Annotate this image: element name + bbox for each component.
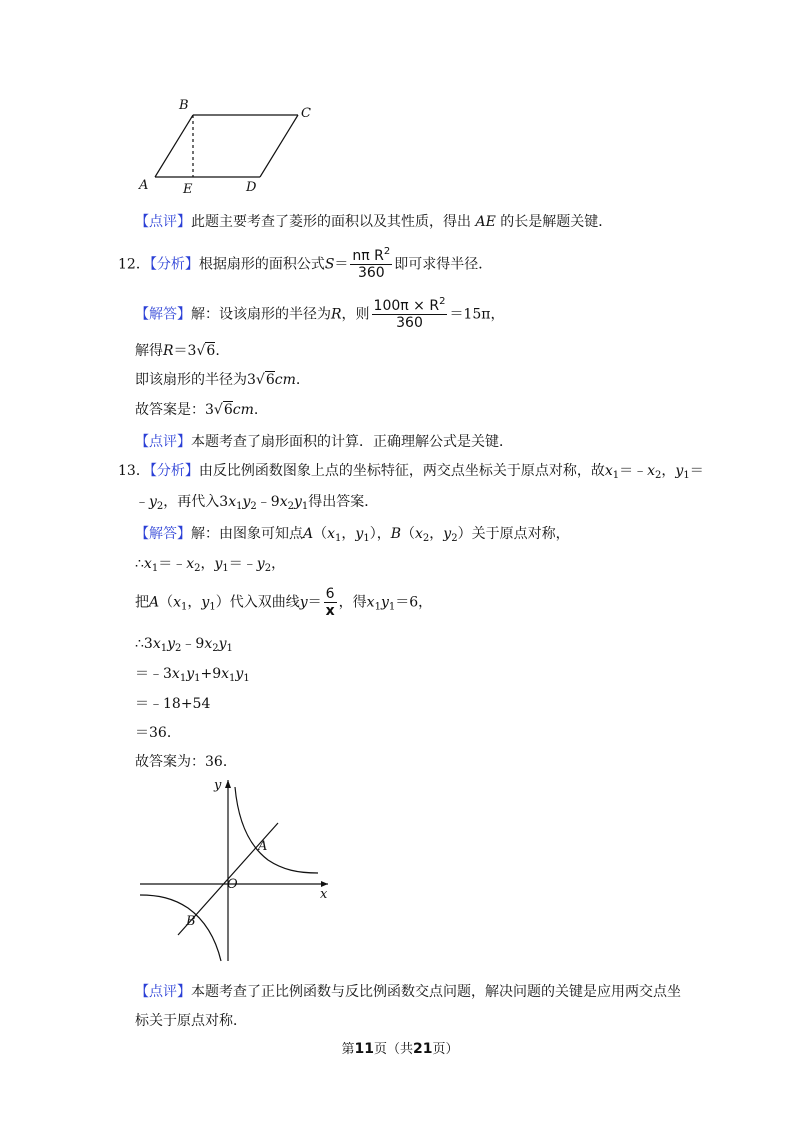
q11-comment-text: 此题主要考查了菱形的面积以及其性质，得出 (191, 214, 471, 230)
q13-analysis1: 由反比例函数图象上点的坐标特征，两交点坐标关于原点对称，故 (198, 463, 605, 479)
page-number: 11 (354, 1041, 374, 1057)
q13-line3: 把$A(x_1$，$y_1$）代入双曲线y＝ $\frac{6}{x}$ ，得$x_1y_1=6$， (135, 586, 433, 619)
q11-comment-var: AE (475, 214, 496, 230)
label-c: C (301, 106, 311, 121)
q13-analysis-line1: 13．【分析】由反比例函数图象上点的坐标特征，两交点坐标关于原点对称，故$x_1=﹣x_2$，$y_1=$ (118, 463, 704, 481)
analysis-tag: 【分析】 (149, 256, 199, 273)
q13-line5: $=﹣3x_1y_1+9x_1y_1$ (135, 666, 250, 684)
q12-line4: 即该扇形的半径为3√6cm. (135, 372, 301, 388)
hyperbola-fraction (324, 586, 337, 619)
sqrt-radicand: 6 (265, 372, 275, 388)
label-x: x (320, 887, 328, 902)
q13-answer1-mid: 关于原点对称， (471, 526, 570, 542)
label-o: O (227, 877, 238, 892)
q13-line4: $\therefore 3x_1y_2﹣9x_2y_1$ (135, 636, 233, 654)
rhombus-figure (138, 95, 328, 200)
q13-line8: 故答案为：36． (135, 754, 237, 770)
formula-numerator: nπ R (352, 248, 384, 264)
q13-comment-line2: 标关于原点对称． (135, 1013, 247, 1029)
q12-answer-mid: ，则 (341, 306, 370, 323)
comment-tag: 【点评】 (135, 434, 191, 450)
comment-tag: 【点评】 (135, 984, 191, 1000)
q12-line3-pre: 解得 (135, 343, 163, 359)
footer-post: 页） (432, 1042, 459, 1057)
comment-tag: 【点评】 (135, 214, 191, 230)
label-a: A (258, 839, 268, 854)
q12-answer-formula (372, 298, 448, 331)
q13-line2: $\therefore x_1=﹣x_2$，$y_1=﹣y_2$， (135, 556, 286, 574)
q13-number: 13． (118, 463, 150, 479)
q13-line4-pre: ∴3 (135, 636, 153, 652)
q12-analysis-pre: 根据扇形的面积公式 (198, 256, 325, 273)
q13-answer1: 解：由图象可知点 (191, 526, 303, 542)
q12-comment (135, 432, 513, 452)
q12-line3-var: R (163, 343, 174, 359)
answer-numerator: 100π × R (373, 298, 440, 314)
hyperbola-branch-3 (140, 895, 221, 961)
q13-comment-line1 (135, 982, 681, 1002)
q13-answer-line1: 【解答】解：由图象可知点$A(x_1$，$y_1$），$B(x_2$，$y_2$）关于原点对称， (135, 526, 570, 544)
label-a: A (139, 178, 149, 193)
q12-line3: 解得R＝3√6. (135, 343, 220, 359)
q12-line5: 故答案是：3√6cm. (135, 402, 259, 418)
q11-comment (135, 212, 612, 232)
answer-exponent: 2 (439, 296, 446, 307)
formula-denominator: 360 (357, 265, 385, 281)
q13-comment1: 本题考查了正比例函数与反比例函数交点问题，解决问题的关键是应用两交点坐 (191, 984, 681, 1000)
answer-denominator: 360 (396, 315, 423, 331)
q13-analysis2-tail: ，再代入3 (163, 494, 229, 510)
q13-analysis1-tail: ＝﹣ (619, 463, 648, 479)
q12-analysis-post: 即可求得半径． (394, 256, 493, 273)
q13-line3-end: ＝6， (395, 594, 433, 611)
q12-area-formula (350, 248, 392, 281)
hyperbola-branch-1 (235, 787, 318, 873)
q13-line3-mid: 代入双曲线 (229, 594, 300, 611)
formula-exponent: 2 (383, 246, 391, 257)
q13-analysis2-end: 得出答案． (308, 494, 379, 510)
q12-line5-end: . (253, 402, 259, 418)
footer-mid: 页（共 (373, 1042, 413, 1057)
frac-denominator: x (325, 603, 335, 619)
frac-numerator: 6 (324, 586, 337, 603)
q11-comment-tail: 的长是解题关键． (500, 214, 613, 230)
q12-analysis (118, 248, 492, 281)
q12-answer (135, 298, 504, 331)
answer-tag: 【解答】 (135, 526, 191, 542)
q13-analysis-line2: $﹣y_2$，再代入$3x_1y_2﹣9x_2y_1$得出答案． (135, 494, 379, 512)
rhombus-edge-ab (155, 115, 193, 177)
q12-answer-eq: ＝15π， (449, 306, 505, 323)
q12-line5-pre: 故答案是：3 (135, 402, 214, 418)
y-axis-arrow (225, 780, 231, 788)
label-b: B (186, 914, 196, 929)
q12-line4-pre: 即该扇形的半径为3 (135, 372, 256, 388)
q12-var-s: S (324, 256, 335, 273)
q12-answer-pre: 解：设该扇形的半径为 (191, 306, 331, 323)
unit-cm: cm (274, 372, 296, 388)
answer-tag: 【解答】 (135, 306, 191, 323)
page-footer (0, 1038, 800, 1057)
q12-line4-end: . (295, 372, 301, 388)
q13-line7: ＝36． (135, 725, 181, 741)
q12-var-r: R (331, 306, 342, 323)
label-b: B (179, 98, 189, 113)
q13-line3-pre: 把 (135, 594, 149, 611)
analysis-tag: 【分析】 (149, 463, 199, 479)
rhombus-edge-cd (260, 115, 298, 177)
page-total: 21 (413, 1041, 433, 1057)
q12-comment-text: 本题考查了扇形面积的计算．正确理解公式是关键． (191, 434, 513, 450)
q13-line5-pre: ＝﹣3 (135, 666, 172, 682)
q13-line6: ＝﹣18+54 (135, 696, 211, 712)
q12-eq: ＝ (334, 256, 349, 273)
label-y: y (214, 778, 222, 793)
q13-therefore: ∴ (135, 556, 144, 572)
label-d: D (246, 180, 257, 195)
sqrt-radicand: 6 (206, 343, 216, 359)
hyperbola-figure (138, 775, 338, 965)
footer-pre: 第 (341, 1042, 355, 1057)
q12-line3-end: . (215, 343, 220, 359)
unit-cm: cm (232, 402, 254, 418)
sqrt-radicand: 6 (223, 402, 233, 418)
q12-line3-eq: ＝3 (173, 343, 197, 359)
q12-number: 12． (118, 256, 150, 273)
label-e: E (183, 182, 193, 197)
q13-line3-post: ，得 (338, 594, 367, 611)
